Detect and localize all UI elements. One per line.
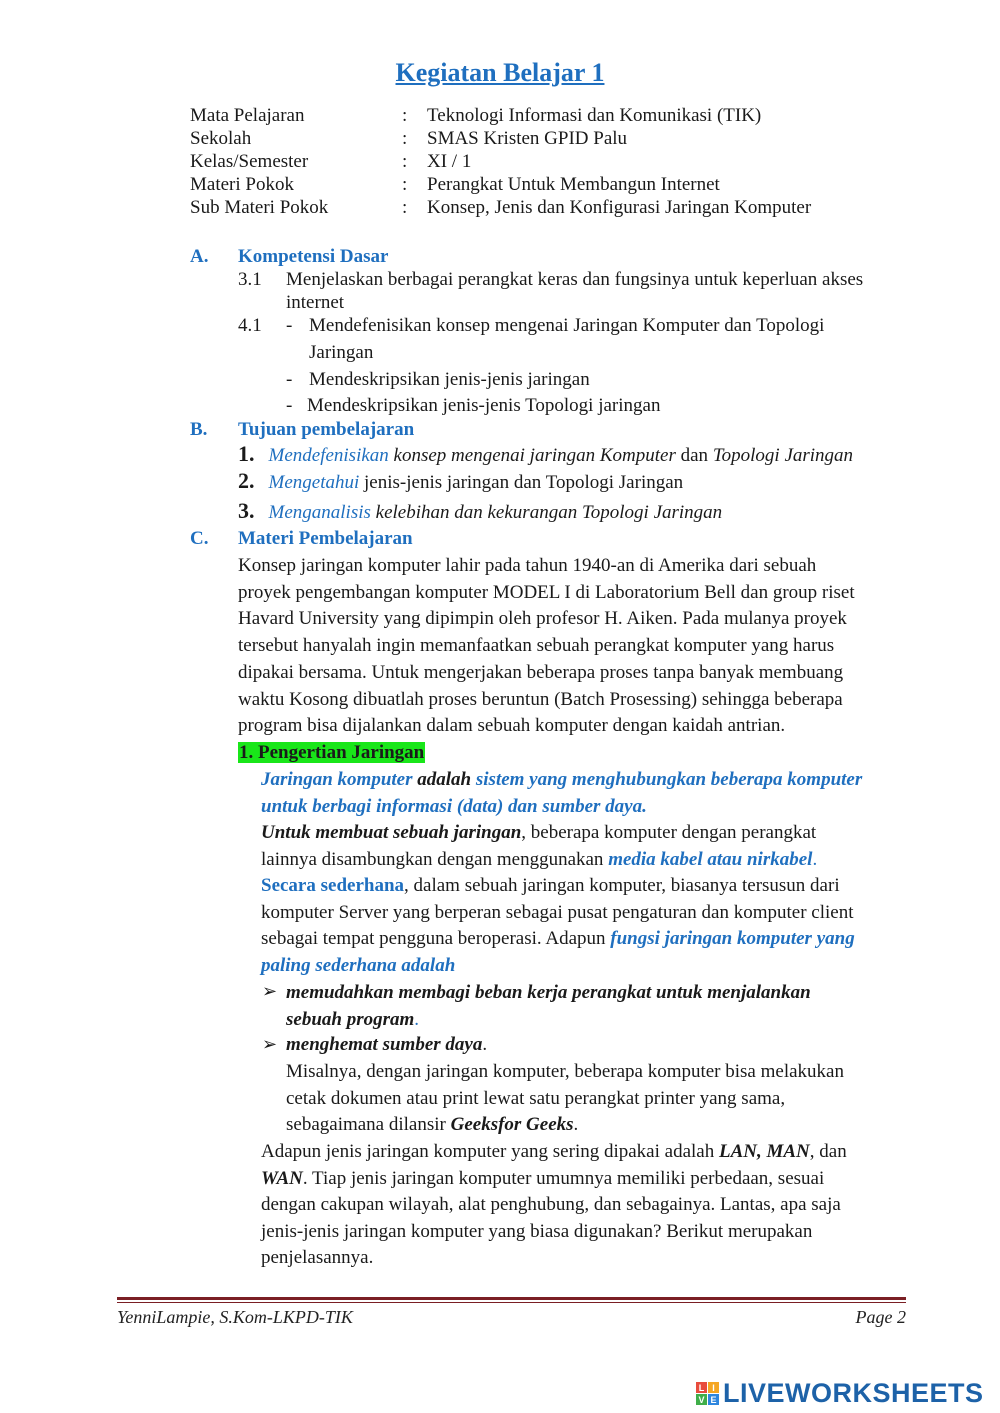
badge-letter: I bbox=[708, 1382, 719, 1393]
badge-letter: V bbox=[696, 1394, 707, 1405]
liveworksheets-badge-icon bbox=[696, 1382, 719, 1405]
dash: - bbox=[286, 369, 293, 390]
text-line bbox=[261, 873, 903, 900]
text-span: lainnya disambungkan dengan menggunakan bbox=[261, 848, 609, 870]
kd-3-1-text-cont: internet bbox=[286, 292, 345, 313]
objective-verb: Menganalisis bbox=[268, 502, 371, 523]
text-span: Adapun jenis jaringan komputer yang sering dipakai adalah bbox=[261, 1141, 719, 1162]
objective-verb: Mengetahui bbox=[268, 472, 360, 493]
dash: - bbox=[286, 315, 293, 336]
footer-divider bbox=[117, 1297, 906, 1300]
intro-paragraph bbox=[238, 553, 903, 740]
text-line: cetak dokumen atau print lewat satu perangkat printer yang sama, bbox=[286, 1087, 786, 1109]
kd-3-1-number: 3.1 bbox=[238, 269, 262, 290]
lesson-meta bbox=[190, 104, 811, 219]
meta-value: XI / 1 bbox=[427, 151, 472, 172]
page-number: Page 2 bbox=[855, 1307, 906, 1327]
text-span: adalah bbox=[412, 769, 476, 790]
section-c-title: Materi Pembelajaran bbox=[238, 528, 413, 549]
bullet-arrow-icon: ➢ bbox=[262, 981, 278, 1001]
intro-line: Konsep jaringan komputer lahir pada tahun 1940-an di Amerika dari sebuah bbox=[238, 555, 817, 576]
section-a-title: Kompetensi Dasar bbox=[238, 246, 389, 267]
bullet-arrow-icon: ➢ bbox=[262, 1034, 278, 1054]
text-line bbox=[261, 847, 903, 874]
text-line: dengan cakupan wilayah, alat penghubung, dan sebagainya. Lantas, apa saja bbox=[261, 1194, 841, 1215]
text-span: untuk berbagi informasi (data) dan sumber daya. bbox=[261, 795, 647, 817]
text-span: Untuk membuat sebuah jaringan bbox=[261, 822, 522, 843]
text-line: jenis-jenis jaringan komputer yang biasa digunakan? Berikut merupakan bbox=[261, 1220, 813, 1242]
intro-line: dipakai bersama. Untuk mengerjakan beberapa proses tanpa banyak membuang bbox=[238, 661, 844, 683]
text-span: sistem yang menghubungkan beberapa komputer bbox=[475, 769, 863, 790]
meta-colon: : bbox=[402, 128, 408, 149]
intro-line: proyek pengembangan komputer MODEL I di Laboratorium Bell dan group riset bbox=[238, 581, 855, 603]
text-line bbox=[261, 1139, 903, 1166]
meta-key: Sekolah bbox=[190, 128, 252, 149]
text-span: . bbox=[414, 1008, 420, 1030]
text-line: Misalnya, dengan jaringan komputer, beberapa komputer bisa melakukan bbox=[286, 1061, 844, 1082]
text-line: penjelasannya. bbox=[261, 1247, 374, 1268]
text-line bbox=[286, 1007, 903, 1034]
objective-number: 1. bbox=[238, 441, 255, 466]
kd-4-1-b: Mendeskripsikan jenis-jenis jaringan bbox=[309, 369, 590, 390]
intro-line: program bisa dijalankan dalam sebuah komputer dengan kaidah antrian. bbox=[238, 715, 786, 737]
kd-4-1-number: 4.1 bbox=[238, 315, 262, 336]
text-span: LAN, MAN bbox=[718, 1141, 810, 1162]
dash: - bbox=[286, 395, 293, 416]
objective-verb: Mendefenisikan bbox=[268, 445, 389, 466]
text-span: Geeksfor Geeks bbox=[450, 1114, 574, 1135]
section-b-title: Tujuan pembelajaran bbox=[238, 419, 415, 440]
liveworksheets-logo bbox=[696, 1378, 984, 1409]
objective-text: kelebihan dan kekurangan Topologi Jaringan bbox=[370, 502, 723, 523]
intro-line: tersebut hanyalah ingin memanfaatkan sebuah perangkat komputer yang harus bbox=[238, 635, 835, 657]
meta-colon: : bbox=[402, 151, 408, 172]
page-title: Kegiatan Belajar 1 bbox=[395, 58, 605, 87]
kd-4-1-a-cont: Jaringan bbox=[309, 342, 374, 363]
text-span: sebuah program bbox=[286, 1008, 415, 1030]
text-span: , beberapa komputer dengan perangkat bbox=[521, 822, 817, 843]
meta-value: SMAS Kristen GPID Palu bbox=[427, 128, 628, 149]
badge-letter: E bbox=[708, 1394, 719, 1405]
meta-key: Mata Pelajaran bbox=[190, 105, 305, 126]
objective-text: konsep mengenai jaringan Komputer bbox=[388, 445, 676, 466]
intro-line: waktu Kosong dibuatlah proses beruntun (Batch Prosessing) sehingga beberapa bbox=[238, 688, 843, 710]
network-types-paragraph bbox=[261, 1139, 903, 1272]
text-span: Secara sederhana bbox=[261, 875, 405, 896]
objective-1 bbox=[238, 442, 853, 467]
footer-divider bbox=[117, 1302, 906, 1303]
objective-2 bbox=[238, 469, 683, 494]
footer-author: YenniLampie, S.Kom-LKPD-TIK bbox=[117, 1307, 353, 1327]
meta-row bbox=[190, 104, 811, 127]
text-line bbox=[261, 926, 903, 953]
section-c-letter: C. bbox=[190, 528, 209, 549]
meta-key: Sub Materi Pokok bbox=[190, 197, 329, 218]
text-span: paling sederhana adalah bbox=[261, 954, 456, 976]
text-line bbox=[261, 767, 903, 794]
text-line bbox=[286, 1112, 903, 1139]
example-paragraph bbox=[286, 1059, 903, 1139]
highlighted-heading: 1. Pengertian Jaringan bbox=[239, 742, 425, 763]
meta-value: Teknologi Informasi dan Komunikasi (TIK) bbox=[427, 105, 762, 126]
text-span: . bbox=[573, 1114, 579, 1135]
objective-number: 3. bbox=[238, 498, 255, 523]
meta-colon: : bbox=[402, 105, 408, 126]
meta-colon: : bbox=[402, 174, 408, 195]
intro-line: Havard University yang dipimpin oleh profesor H. Aiken. Pada mulanya proyek bbox=[238, 608, 847, 630]
text-span: . bbox=[812, 848, 818, 870]
text-span: , dalam sebuah jaringan komputer, biasanya tersusun dari bbox=[404, 875, 840, 896]
objective-text: jenis-jenis jaringan dan Topologi Jaringan bbox=[359, 472, 684, 493]
meta-row bbox=[190, 173, 811, 196]
liveworksheets-text: LIVEWORKSHEETS bbox=[723, 1378, 984, 1408]
kd-3-1-text: Menjelaskan berbagai perangkat keras dan fungsinya untuk keperluan akses bbox=[286, 269, 864, 290]
text-span: menghemat sumber daya bbox=[286, 1034, 483, 1055]
meta-key: Kelas/Semester bbox=[190, 151, 309, 172]
text-line: memudahkan membagi beban kerja perangkat untuk menjalankan bbox=[286, 982, 811, 1003]
objective-number: 2. bbox=[238, 468, 255, 493]
text-span: . Tiap jenis jaringan komputer umumnya memiliki perbedaan, sesuai bbox=[302, 1167, 825, 1189]
text-line bbox=[261, 1166, 903, 1193]
meta-row bbox=[190, 196, 811, 219]
meta-colon: : bbox=[402, 197, 408, 218]
meta-value: Konsep, Jenis dan Konfigurasi Jaringan Komputer bbox=[427, 197, 812, 218]
text-span: , dan bbox=[809, 1141, 847, 1162]
text-span: media kabel atau nirkabel bbox=[608, 848, 813, 870]
objective-text: dan bbox=[675, 445, 713, 466]
objective-text: Topologi Jaringan bbox=[712, 445, 854, 466]
badge-letter: L bbox=[696, 1382, 707, 1393]
meta-key: Materi Pokok bbox=[190, 174, 294, 195]
text-span: WAN bbox=[261, 1167, 303, 1189]
bullet-item bbox=[286, 980, 903, 1033]
text-span: . bbox=[482, 1034, 488, 1055]
text-span: fungsi jaringan komputer yang bbox=[610, 928, 855, 949]
text-line bbox=[261, 794, 903, 821]
text-span: sebagaimana dilansir bbox=[286, 1114, 451, 1135]
section-b-letter: B. bbox=[190, 419, 208, 440]
text-line bbox=[261, 820, 903, 847]
meta-row bbox=[190, 150, 811, 173]
subsection-heading bbox=[238, 741, 425, 764]
bullet-item bbox=[286, 1033, 487, 1056]
kd-4-1-a: Mendefenisikan konsep mengenai Jaringan Komputer dan Topologi bbox=[309, 315, 825, 336]
section-a-letter: A. bbox=[190, 246, 209, 267]
text-line: komputer Server yang berperan sebagai pusat pengaturan dan komputer client bbox=[261, 901, 854, 923]
meta-row bbox=[190, 127, 811, 150]
objective-3 bbox=[238, 499, 722, 524]
meta-value: Perangkat Untuk Membangun Internet bbox=[427, 174, 720, 195]
text-span: sebagai tempat pengguna beroperasi. Adapun bbox=[261, 928, 611, 949]
definition-paragraph bbox=[261, 767, 903, 979]
text-line bbox=[261, 953, 903, 980]
definition-term: Jaringan komputer bbox=[261, 769, 413, 790]
kd-4-1-c: Mendeskripsikan jenis-jenis Topologi jaringan bbox=[307, 395, 661, 416]
